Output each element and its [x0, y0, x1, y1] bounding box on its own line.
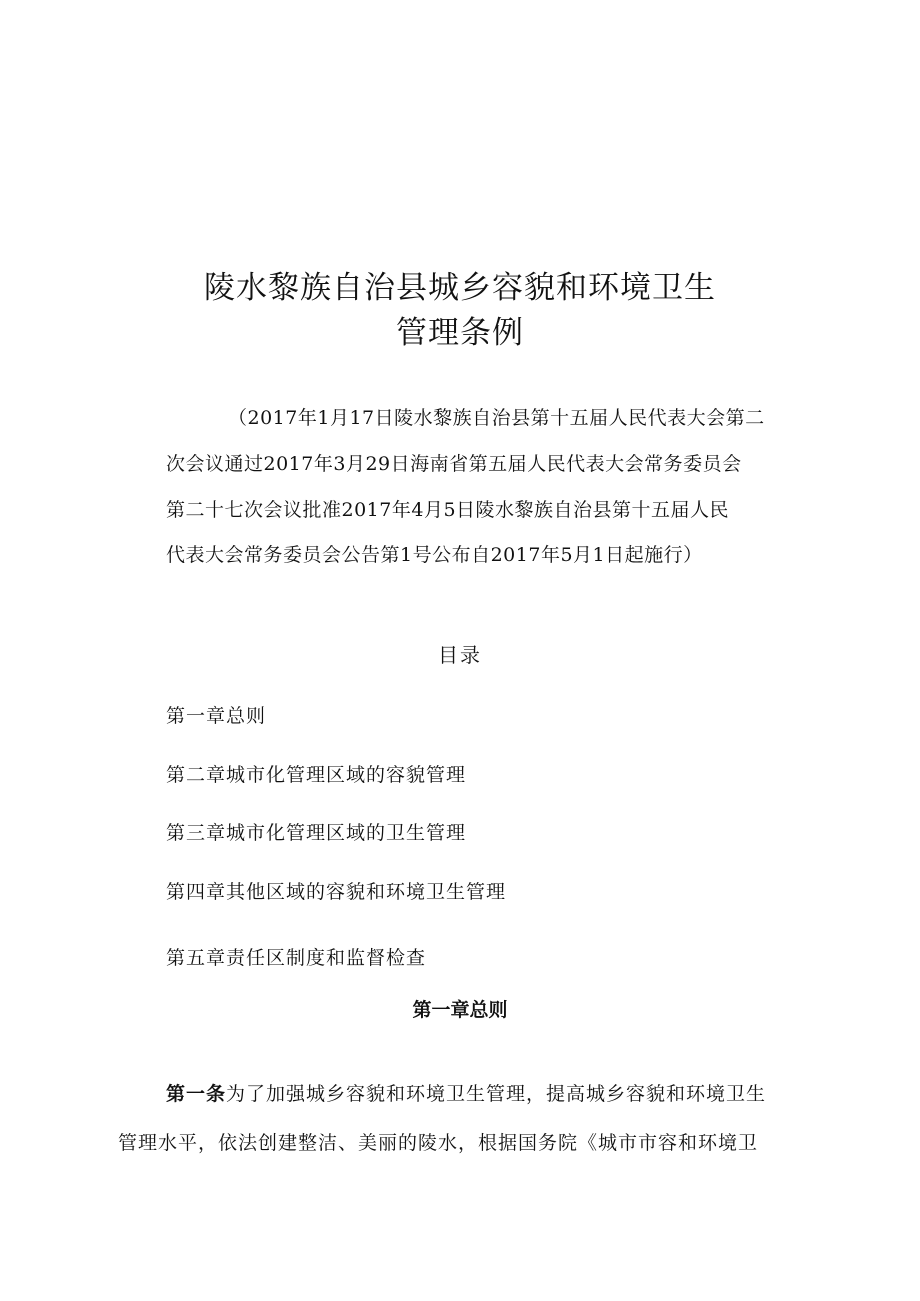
toc-item-chapter-5: 第五章责任区制度和监督检查	[166, 947, 427, 969]
enactment-note-line-1: （2017年1月17日陵水黎族自治县第十五届人民代表大会第二	[228, 407, 765, 429]
enactment-note-line-2: 次会议通过2017年3月29日海南省第五届人民代表大会常务委员会	[166, 453, 742, 475]
toc-item-chapter-2: 第二章城市化管理区域的容貌管理	[166, 764, 467, 786]
toc-item-chapter-1: 第一章总则	[166, 705, 267, 727]
toc-item-chapter-3: 第三章城市化管理区域的卫生管理	[166, 822, 467, 844]
document-title-line-2: 管理条例	[396, 315, 524, 351]
article-1-line-2: 管理水平，依法创建整洁、美丽的陵水，根据国务院《城市市容和环境卫	[118, 1132, 759, 1154]
document-title-line-1: 陵水黎族自治县城乡容貌和环境卫生	[204, 270, 716, 306]
enactment-note-line-4: 代表大会常务委员会公告第1号公布自2017年5月1日起施行）	[166, 544, 703, 566]
article-1-text-1: 为了加强城乡容貌和环境卫生管理，提高城乡容貌和环境卫生	[226, 1083, 767, 1105]
article-1-label: 第一条	[166, 1083, 227, 1105]
enactment-note-line-3: 第二十七次会议批准2017年4月5日陵水黎族自治县第十五届人民	[166, 499, 730, 521]
chapter-1-heading: 第一章总则	[412, 999, 508, 1021]
article-1-line-1	[166, 1079, 856, 1106]
toc-item-chapter-4: 第四章其他区域的容貌和环境卫生管理	[166, 881, 507, 903]
toc-title: 目录	[438, 643, 482, 667]
